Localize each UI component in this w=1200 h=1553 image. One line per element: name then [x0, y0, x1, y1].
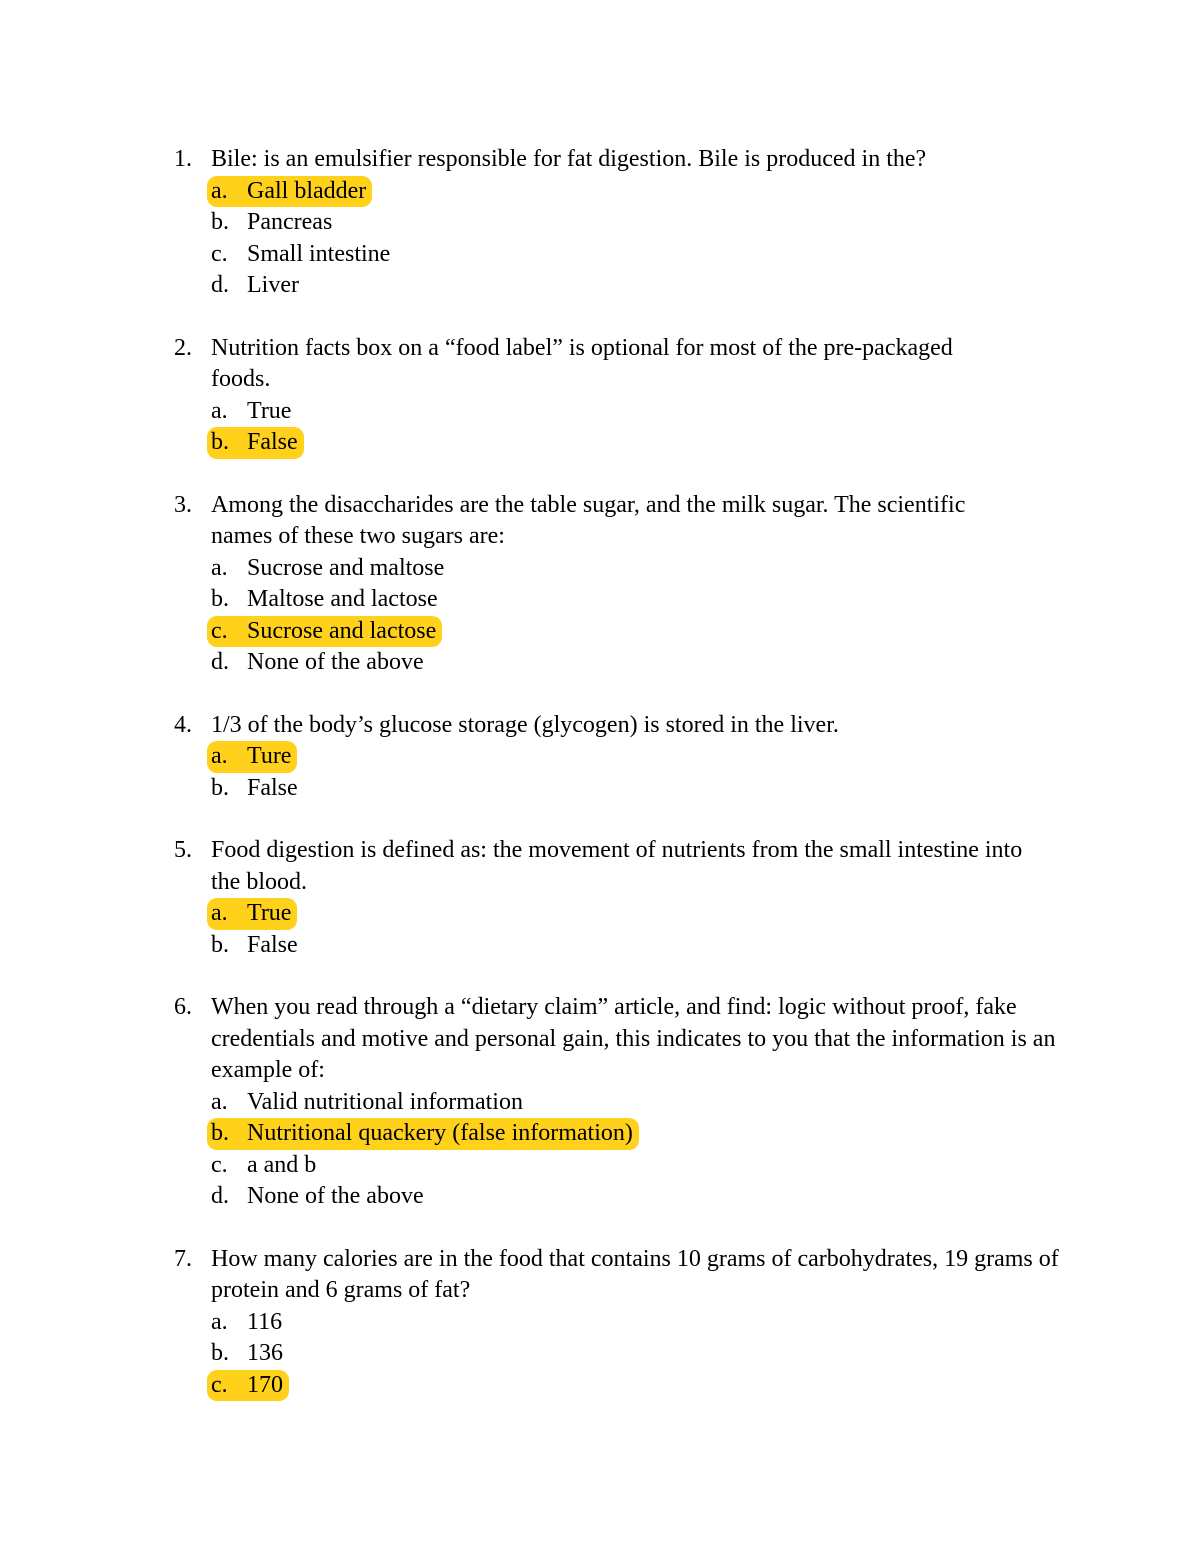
answer-option	[170, 773, 1070, 805]
option-text: True	[247, 900, 292, 926]
answer-option	[170, 553, 1070, 585]
option-letter: a.	[211, 1088, 228, 1115]
option-text: Nutritional quackery (false information)	[247, 1120, 633, 1146]
answer-options	[170, 898, 1070, 961]
option-text: 170	[247, 1371, 283, 1398]
option-text: Sucrose and lactose	[247, 617, 437, 644]
question-number: 4.	[174, 711, 192, 738]
answer-option	[170, 647, 1070, 679]
question-number: 2.	[174, 334, 192, 361]
option-letter: b.	[211, 1340, 229, 1366]
option-letter: d.	[211, 272, 229, 298]
question-text: 1/3 of the body’s glucose storage (glycogen) is stored in the liver.	[211, 711, 839, 738]
option-text: True	[247, 397, 292, 424]
answer-option	[170, 1370, 1070, 1402]
answer-option	[170, 396, 1070, 428]
highlighted-answer	[207, 898, 297, 930]
option-letter: b.	[211, 209, 229, 235]
question-text: When you read through a “dietary claim” article, and find: logic without proof, fake credentials and motive and personal gain, this indicates to you that the information is an example of:	[211, 994, 1056, 1083]
answer-option	[170, 1307, 1070, 1339]
answer-option	[170, 270, 1070, 302]
question-text: Bile: is an emulsifier responsible for fat digestion. Bile is produced in the?	[211, 146, 927, 172]
option-letter: b.	[211, 931, 229, 958]
option-letter: d.	[211, 1183, 229, 1209]
answer-option	[170, 1338, 1070, 1370]
option-letter: a.	[211, 900, 228, 926]
option-text: Liver	[247, 272, 299, 298]
answer-option	[170, 239, 1070, 271]
question-number: 7.	[174, 1245, 192, 1272]
question-5	[170, 835, 1070, 961]
option-letter: c.	[211, 240, 228, 267]
option-letter: a.	[211, 554, 228, 581]
question-2	[170, 333, 1070, 459]
highlighted-answer	[207, 427, 304, 459]
answer-option	[170, 1118, 1070, 1150]
question-number: 1.	[174, 146, 192, 172]
option-letter: b.	[211, 774, 229, 801]
answer-option	[170, 898, 1070, 930]
answer-option	[170, 427, 1070, 459]
option-text: Valid nutritional information	[247, 1088, 523, 1115]
answer-option	[170, 741, 1070, 773]
option-letter: c.	[211, 1151, 228, 1178]
option-letter: c.	[211, 617, 228, 644]
option-text: Pancreas	[247, 209, 333, 235]
option-letter: a.	[211, 177, 228, 204]
option-text: False	[247, 774, 298, 801]
option-text: Small intestine	[247, 240, 391, 267]
highlighted-answer	[207, 741, 297, 773]
answer-option	[170, 176, 1070, 208]
option-letter: c.	[211, 1371, 228, 1398]
answer-option	[170, 930, 1070, 962]
question-4	[170, 710, 1070, 805]
option-text: 116	[247, 1308, 283, 1335]
question-7	[170, 1244, 1070, 1402]
option-text: a and b	[247, 1151, 317, 1178]
option-letter: b.	[211, 429, 229, 455]
option-text: False	[247, 429, 298, 455]
answer-options	[170, 396, 1070, 459]
question-text: Among the disaccharides are the table sugar, and the milk sugar. The scientific names of these two sugars are:	[211, 491, 966, 549]
option-letter: b.	[211, 1120, 229, 1146]
question-3	[170, 490, 1070, 679]
option-text: Maltose and lactose	[247, 586, 438, 612]
answer-option	[170, 1181, 1070, 1213]
question-text: Food digestion is defined as: the movement of nutrients from the small intestine into the blood.	[211, 837, 1023, 895]
option-letter: a.	[211, 1308, 228, 1335]
quiz-list	[170, 144, 1070, 1432]
option-text: None of the above	[247, 1183, 424, 1209]
option-letter: d.	[211, 649, 229, 675]
answer-options	[170, 176, 1070, 302]
question-text: How many calories are in the food that contains 10 grams of carbohydrates, 19 grams of protein and 6 grams of fat?	[211, 1245, 1059, 1303]
answer-option	[170, 207, 1070, 239]
option-text: Gall bladder	[247, 177, 367, 204]
answer-options	[170, 553, 1070, 679]
question-6	[170, 992, 1070, 1213]
option-text: None of the above	[247, 649, 424, 675]
answer-options	[170, 741, 1070, 804]
question-number: 6.	[174, 994, 192, 1020]
option-text: Sucrose and maltose	[247, 554, 445, 581]
answer-options	[170, 1087, 1070, 1213]
answer-option	[170, 616, 1070, 648]
option-letter: b.	[211, 586, 229, 612]
highlighted-answer	[207, 1370, 289, 1402]
answer-option	[170, 1150, 1070, 1182]
option-text: 136	[247, 1340, 283, 1366]
answer-option	[170, 584, 1070, 616]
highlighted-answer	[207, 616, 442, 648]
option-text: Ture	[247, 743, 292, 769]
option-letter: a.	[211, 743, 228, 769]
question-number: 5.	[174, 837, 192, 863]
option-text: False	[247, 931, 298, 958]
question-number: 3.	[174, 491, 192, 518]
highlighted-answer	[207, 1118, 639, 1150]
question-text: Nutrition facts box on a “food label” is optional for most of the pre-packaged foods.	[211, 334, 953, 392]
highlighted-answer	[207, 176, 372, 208]
question-1	[170, 144, 1070, 302]
option-letter: a.	[211, 397, 228, 424]
answer-options	[170, 1307, 1070, 1402]
answer-option	[170, 1087, 1070, 1119]
